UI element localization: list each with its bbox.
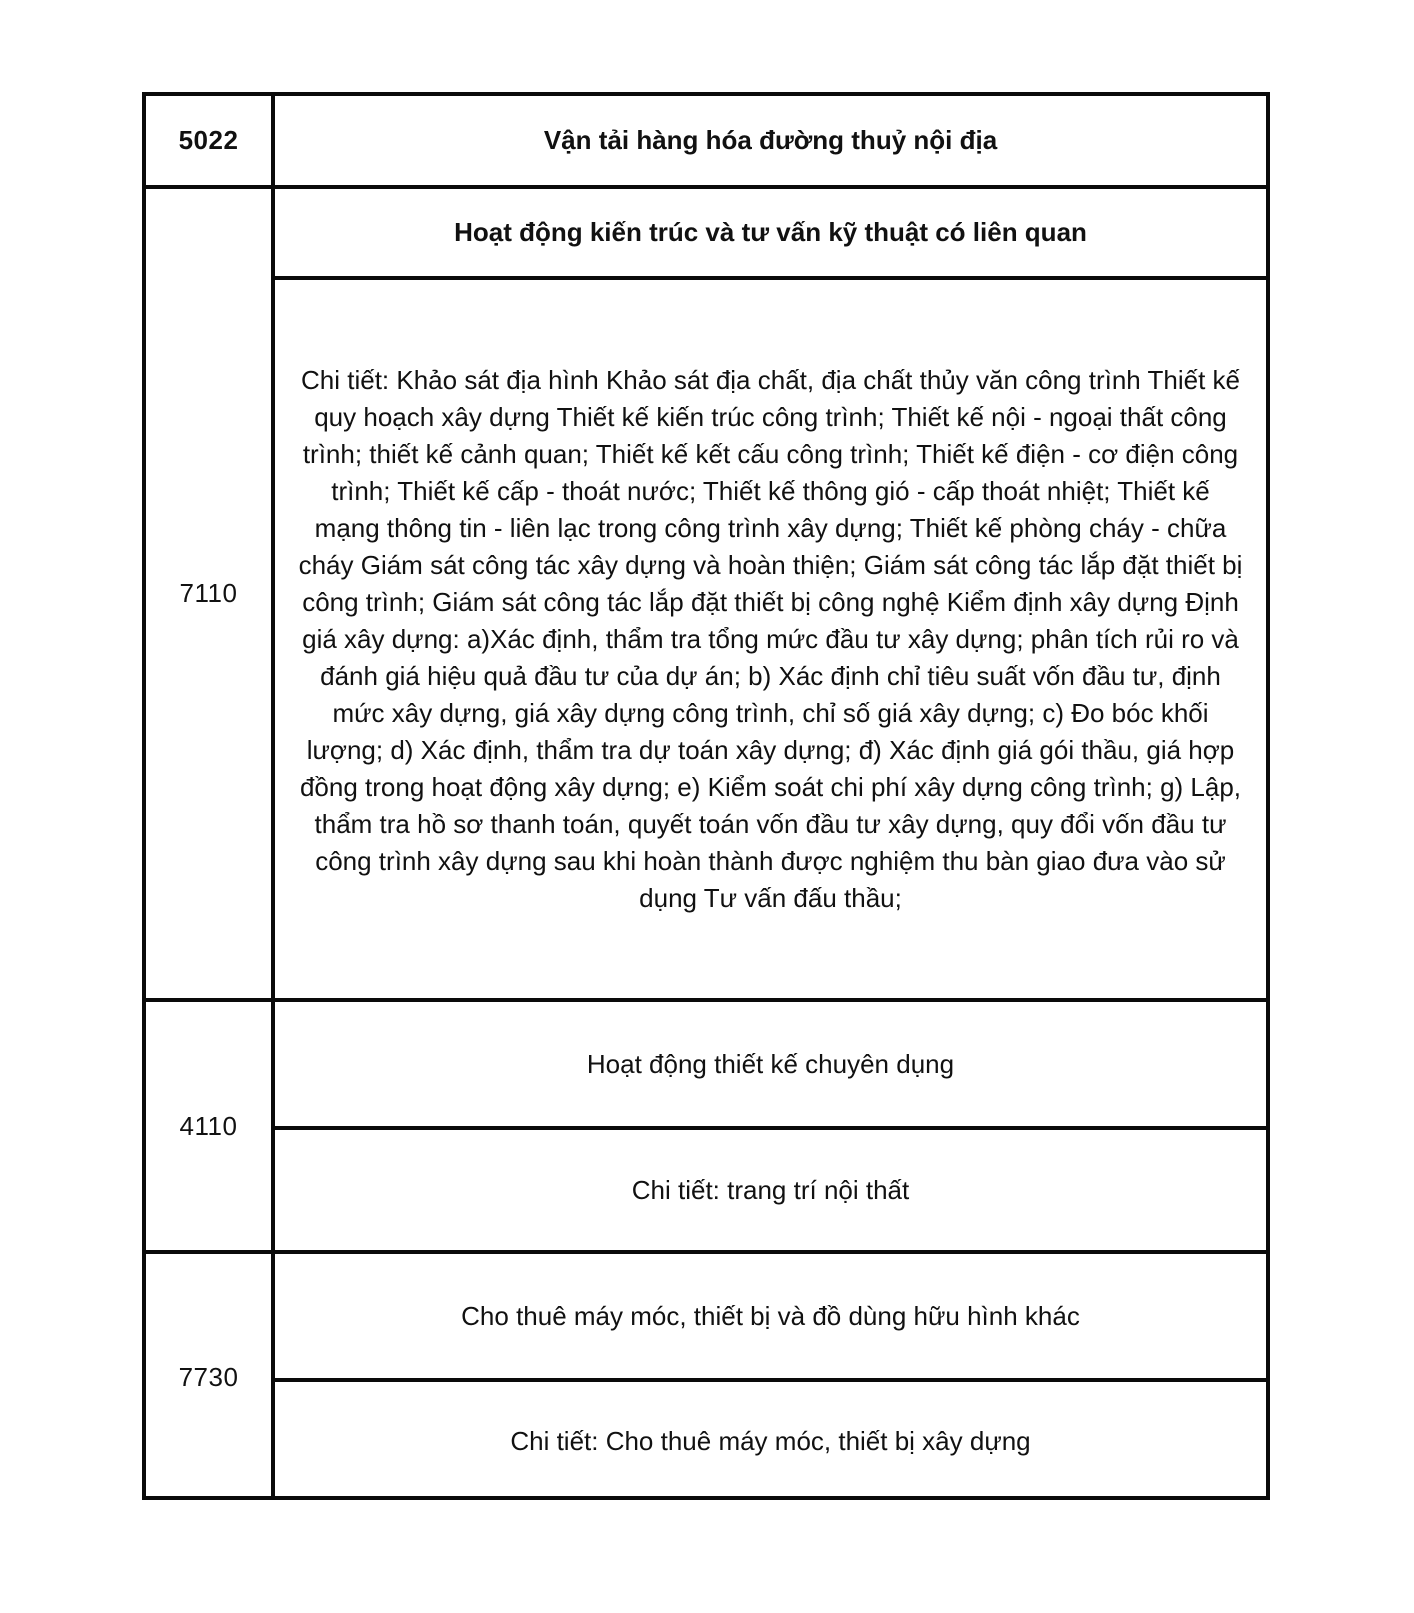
table-row: [146, 998, 1266, 1250]
description-title: Hoạt động thiết kế chuyên dụng: [586, 1048, 955, 1079]
industry-code-cell: 4110: [146, 1002, 275, 1250]
description-cell: [275, 189, 1266, 998]
industry-code-cell: 7110: [146, 189, 275, 998]
description-detail: Chi tiết: trang trí nội thất: [275, 1126, 1266, 1250]
industry-code-cell: 7730: [146, 1254, 275, 1500]
description-detail: Chi tiết: Cho thuê máy móc, thiết bị xây dựng: [275, 1378, 1266, 1500]
description-title: Hoạt động kiến trúc và tư vấn kỹ thuật có liên quan: [454, 217, 1087, 247]
description-detail: Chi tiết: Khảo sát địa hình Khảo sát địa chất, địa chất thủy văn công trình Thiết kế quy hoạch xây dựng Thiết kế kiến trúc công trình; Thiết kế nội - ngoại thất công trình; thiết kế cảnh quan; Thiết kế kết cấu công trình; Thiết kế điện - cơ điện công trình; Thiết kế cấp - thoát nước; Thiết kế thông gió - cấp thoát nhiệt; Thiết kế mạng thông tin - liên lạc trong công trình xây dựng; Thiết kế phòng cháy - chữa cháy Giám sát công tác xây dựng và hoàn thiện; Giám sát công tác lắp đặt thiết bị công trình; Giám sát công tác lắp đặt thiết bị công nghệ Kiểm định xây dựng Định giá xây dựng: a)Xác định, thẩm tra tổng mức đầu tư xây dựng; phân tích rủi ro và đánh giá hiệu quả đầu tư của dự án; b) Xác định chỉ tiêu suất vốn đầu tư, định mức xây dựng, giá xây dựng công trình, chỉ số giá xây dựng; c) Đo bóc khối lượng; d) Xác định, thẩm tra dự toán xây dựng; đ) Xác định giá gói thầu, giá hợp đồng trong hoạt động xây dựng; e) Kiểm soát chi phí xây dựng công trình; g) Lập, thẩm tra hồ sơ thanh toán, quyết toán vốn đầu tư xây dựng, quy đổi vốn đầu tư công trình xây dựng sau khi hoàn thành được nghiệm thu bàn giao đưa vào sử dụng Tư vấn đấu thầu;: [275, 276, 1266, 998]
description-cell: [275, 96, 1266, 185]
description-text: Vận tải hàng hóa đường thuỷ nội địa: [543, 125, 998, 155]
table-row: [146, 96, 1266, 185]
table-row: [146, 1250, 1266, 1500]
table-row: [146, 185, 1266, 998]
industry-code-cell: 5022: [146, 96, 275, 185]
description-title: Cho thuê máy móc, thiết bị và đồ dùng hữu hình khác: [461, 1300, 1080, 1331]
description-cell: [275, 1002, 1266, 1250]
industry-code-table: [142, 92, 1270, 1500]
description-cell: [275, 1254, 1266, 1500]
